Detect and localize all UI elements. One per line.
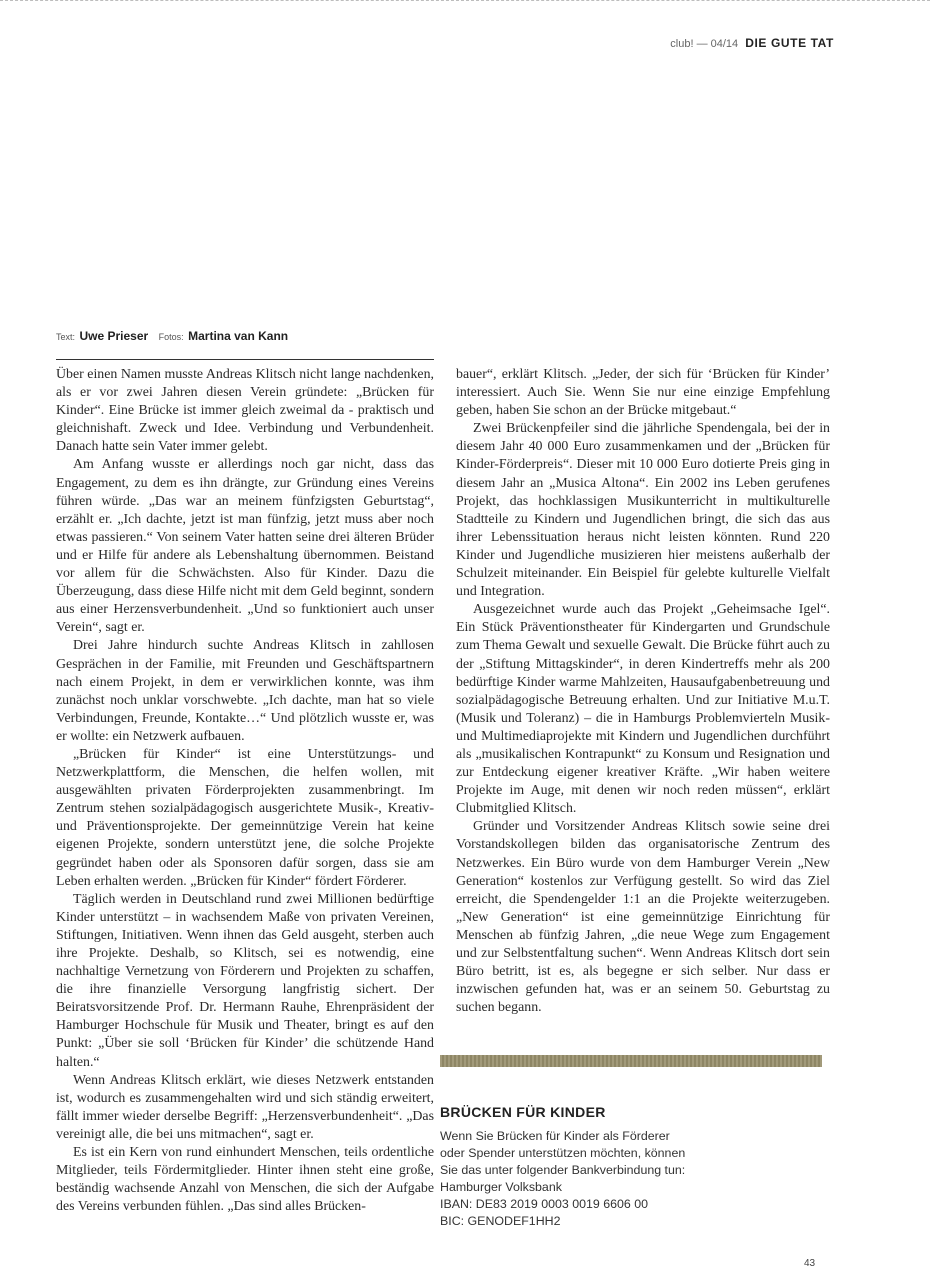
photographer-name: Martina van Kann	[188, 329, 289, 343]
paragraph: Gründer und Vorsitzender Andreas Klitsch sowie seine drei Vorstandskollegen bilden das organisatorische Zentrum des Netzwerkes. Ein Büro wurde von dem Hamburger Verein „New Generation“ kostenlos zur Verfügung gestellt. So wird das Ziel erreicht, die Spendengelder 1:1 an die Projekte weiterzugeben. „New Generation“ ist eine gemeinnützige Einrichtung für Menschen ab fünfzig Jahren, „die neue Wege zum Engagement und zur Selbstentfaltung suchen“. Wenn Andreas Klitsch dort sein Büro betritt, ist es, als begegne er sich selber. Nur dass er inzwischen gefunden hat, was er an seinem 50. Geburtstag zu suchen begann.	[456, 819, 830, 1016]
credits-divider	[56, 359, 434, 360]
infobox-bank-name: Hamburger Volksbank	[440, 1179, 562, 1194]
infobox-bic: BIC: GENODEF1HH2	[440, 1213, 561, 1228]
paragraph: Täglich werden in Deutschland rund zwei Millionen bedürftige Kinder unterstützt – in wachsendem Maße von privaten Vereinen, Stiftungen, Initiativen. Wenn ihnen das Geld ausgeht, sterben auch ihre Projekte. Deshalb, so Klitsch, sei es notwendig, eine nachhaltige Vernetzung von Förderern und Projekten zu schaffen, die ihre finanzielle Versorgung langfristig sichert. Der Beiratsvorsitzende Prof. Dr. Hermann Rauhe, Ehrenpräsident der Hamburger Hochschule für Musik und Theater, bringt es auf den Punkt: „Über sie soll ‘Brücken für Kinder’ die schützende Hand halten.“	[56, 891, 434, 1070]
infobox	[440, 1104, 830, 1229]
paragraph: Es ist ein Kern von rund einhundert Menschen, teils ordentliche Mitglieder, teils Fördermitglieder. Hinter ihnen steht eine große, beständig wachsende Anzahl von Menschen, die sich der Aufgabe des Vereins verbunden fühlen. „Das sind alles Brücken-	[56, 1145, 434, 1215]
paragraph: Wenn Andreas Klitsch erklärt, wie dieses Netzwerk entstanden ist, wodurch es zusammengehalten wird und sich ständig erweitert, fällt immer wieder derselbe Begriff: „Herzensverbundenheit“. „Das vereinigt alle, die bei uns mitmachen“, sagt er.	[56, 1072, 434, 1142]
paragraph: „Brücken für Kinder“ ist eine Unterstützungs- und Netzwerkplattform, die Menschen, die helfen wollen, mit ausgewählten privaten Förderprojekten zusammenbringt. Im Zentrum stehen sozialpädagogisch ausgerichtete Musik-, Kreativ- und Präventionsprojekte. Der gemeinnützige Verein hat keine eigenen Projekte, sondern unterstützt jene, die solche Projekte gegründet haben oder als Sponsoren dafür sorgen, dass sie am Leben erhalten werden. „Brücken für Kinder“ fördert Förderer.	[56, 746, 434, 889]
issue-label: club! — 04/14	[670, 38, 739, 50]
text-label: Text:	[56, 332, 76, 342]
infobox-line: oder Spender unterstützen möchten, können	[440, 1145, 686, 1160]
article-credits	[56, 327, 294, 345]
paragraph: Über einen Namen musste Andreas Klitsch nicht lange nachdenken, als er vor zwei Jahren diesen Verein gründete: „Brücken für Kinder“. Eine Brücke ist immer gleich zweimal da - praktisch und gleichnishaft. Zweck und Idee. Verbindung und Verbundenheit. Danach hatte sein Vater immer gelebt.	[56, 367, 434, 455]
paragraph: Zwei Brückenpfeiler sind die jährliche Spendengala, bei der in diesem Jahr 40 000 Euro zusammenkamen und der „Brücken für Kinder-Förderpreis“. Dieser mit 10 000 Euro dotierte Preis ging in diesem Jahr an „Musica Altona“. Ein 2002 ins Leben gerufenes Projekt, das hochklassigen Musikunterricht in multikulturelle Stadtteile zu Kindern und Jugendlichen bringt, die sich das aus ihrer Lebenssituation heraus nicht leisten könnten. Rund 220 Kinder und Jugendliche musizieren hier meistens außerhalb der Schulzeit miteinander. Ein Beispiel für gelebte kulturelle Vielfalt und Integration.	[456, 421, 830, 600]
paragraph: bauer“, erklärt Klitsch. „Jeder, der sich für ‘Brücken für Kinder’ interessiert. Auch Sie. Wenn Sie nur eine einzige Empfehlung geben, haben Sie schon an der Brücke mitgebaut.“	[456, 367, 830, 419]
section-title: DIE GUTE TAT	[745, 36, 834, 50]
paragraph: Drei Jahre hindurch suchte Andreas Klitsch in zahllosen Gesprächen in der Familie, mit Freunden und Geschäftspartnern nach einem Projekt, in dem er verwirklichen konnte, was ihm zunächst noch unklar vorschwebte. „Ich dachte, man hat so viele Verbindungen, Freunde, Kontakte…“ Und plötzlich wusste er, was er wollte: ein Netzwerk aufbauen.	[56, 638, 434, 744]
article-column-left	[56, 366, 434, 1216]
paragraph: Am Anfang wusste er allerdings noch gar nicht, dass das Engagement, zu dem es ihn drängte, zur Gründung eines Vereins führen würde. „Das war an meinem fünfzigsten Geburtstag“, erzählt er. „Ich dachte, jetzt ist man fünfzig, jetzt muss aber noch etwas passieren.“ Von seinem Vater hatten seine drei älteren Brüder und er Hilfe für andere als Lebenshaltung übernommen. Beistand vor allem für die Schwächsten. Also für Kinder. Dazu die Überzeugung, dass diese Hilfe nicht mit dem Geld beginnt, sondern aus einer Herzensverbundenheit. „Und so funktioniert auch unser Verein“, sagt er.	[56, 457, 434, 636]
photo-label: Fotos:	[158, 332, 184, 342]
top-edge-line	[0, 0, 930, 7]
infobox-line: Sie das unter folgender Bankverbindung tun:	[440, 1162, 686, 1177]
infobox-title: BRÜCKEN FÜR KINDER	[440, 1104, 606, 1120]
infobox-divider-bar	[440, 1055, 822, 1067]
infobox-line: Wenn Sie Brücken für Kinder als Förderer	[440, 1129, 670, 1143]
article-column-right	[456, 366, 830, 1017]
running-header	[670, 36, 834, 50]
paragraph: Ausgezeichnet wurde auch das Projekt „Geheimsache Igel“. Ein Stück Präventionstheater für Kindergarten und Grundschule zum Thema Gewalt und sexuelle Gewalt. Die Brücke führt auch zu der „Stiftung Mittagskinder“, in deren Kindertreffs mehr als 200 bedürftige Kinder warme Mahlzeiten, Hausaufgabenbetreuung und sozialpädagogische Betreuung erhalten. Und zur Initiative M.u.T. (Musik und Toleranz) – die in Hamburgs Problemvierteln Musik- und Multimediaprojekte mit Kindern und Jugendlichen durchführt als „musikalischen Kontrapunkt“ zu Konsum und Resignation und zur Entdeckung eigener kreativer Kräfte. „Wir haben weitere Projekte im Auge, mit denen wir noch reden müssen“, erklärt Clubmitglied Klitsch.	[456, 602, 830, 817]
author-name: Uwe Prieser	[79, 329, 149, 343]
page-number: 43	[804, 1258, 816, 1269]
infobox-iban: IBAN: DE83 2019 0003 0019 6606 00	[440, 1196, 649, 1211]
